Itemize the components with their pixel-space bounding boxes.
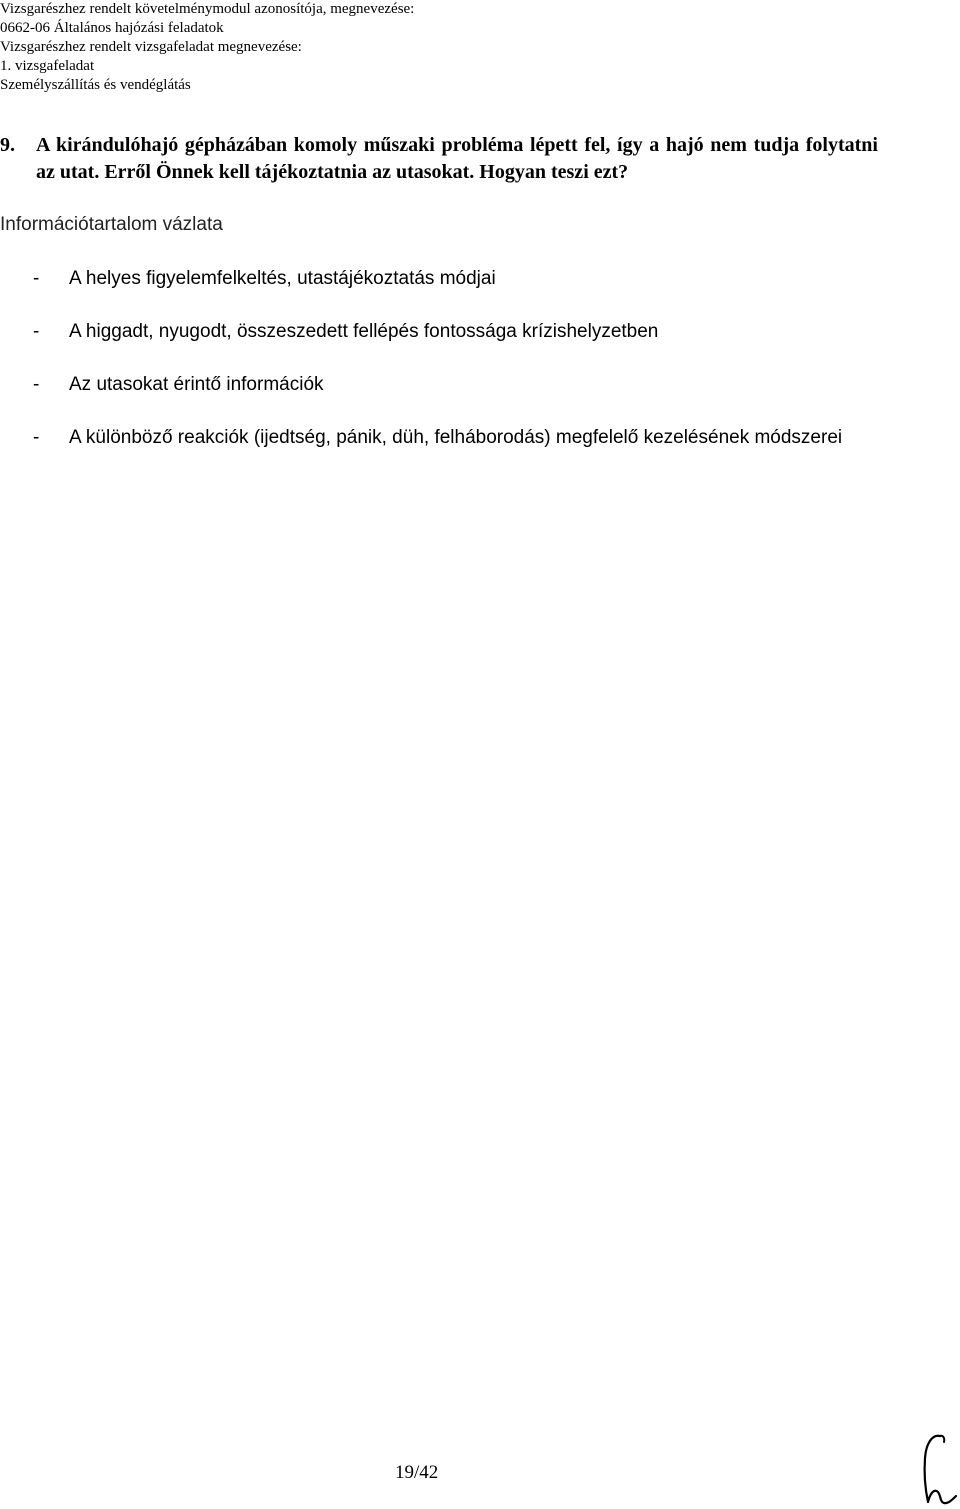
header-task-name: Személyszállítás és vendéglátás bbox=[0, 77, 191, 93]
list-item bbox=[0, 424, 878, 451]
list-item-text: A helyes figyelemfelkeltés, utastájékoztatás módjai bbox=[69, 268, 496, 289]
question-block bbox=[0, 132, 878, 186]
header-task-label: Vizsgarészhez rendelt vizsgafeladat megnevezése: bbox=[0, 39, 302, 55]
bullet-dash: - bbox=[33, 427, 40, 448]
signature-mark bbox=[918, 1430, 958, 1506]
document-header bbox=[0, 0, 414, 95]
list-item bbox=[0, 265, 878, 292]
question-number: 9. bbox=[0, 134, 15, 156]
header-task-number: 1. vizsgafeladat bbox=[0, 58, 95, 74]
page-number: 19/42 bbox=[395, 1462, 439, 1483]
list-item-text: A higgadt, nyugodt, összeszedett fellépés fontossága krízishelyzetben bbox=[69, 321, 659, 342]
section-title: Információtartalom vázlata bbox=[0, 214, 223, 235]
bullet-dash: - bbox=[33, 374, 40, 395]
bullet-list bbox=[0, 265, 878, 477]
header-module-name: 0662-06 Általános hajózási feladatok bbox=[0, 20, 224, 36]
bullet-dash: - bbox=[33, 321, 40, 342]
list-item-text: Az utasokat érintő információk bbox=[69, 374, 324, 395]
bullet-dash: - bbox=[33, 268, 40, 289]
list-item bbox=[0, 318, 878, 345]
list-item-text: A különböző reakciók (ijedtség, pánik, düh, felháborodás) megfelelő kezelésének módszerei bbox=[69, 427, 843, 448]
list-item bbox=[0, 371, 878, 398]
header-module-label: Vizsgarészhez rendelt követelménymodul azonosítója, megnevezése: bbox=[0, 1, 415, 17]
question-text: A kirándulóhajó gépházában komoly műszaki probléma lépett fel, így a hajó nem tudja folytatni az utat. Erről Önnek kell tájékoztatnia az utasokat. Hogyan teszi ezt? bbox=[36, 134, 878, 183]
